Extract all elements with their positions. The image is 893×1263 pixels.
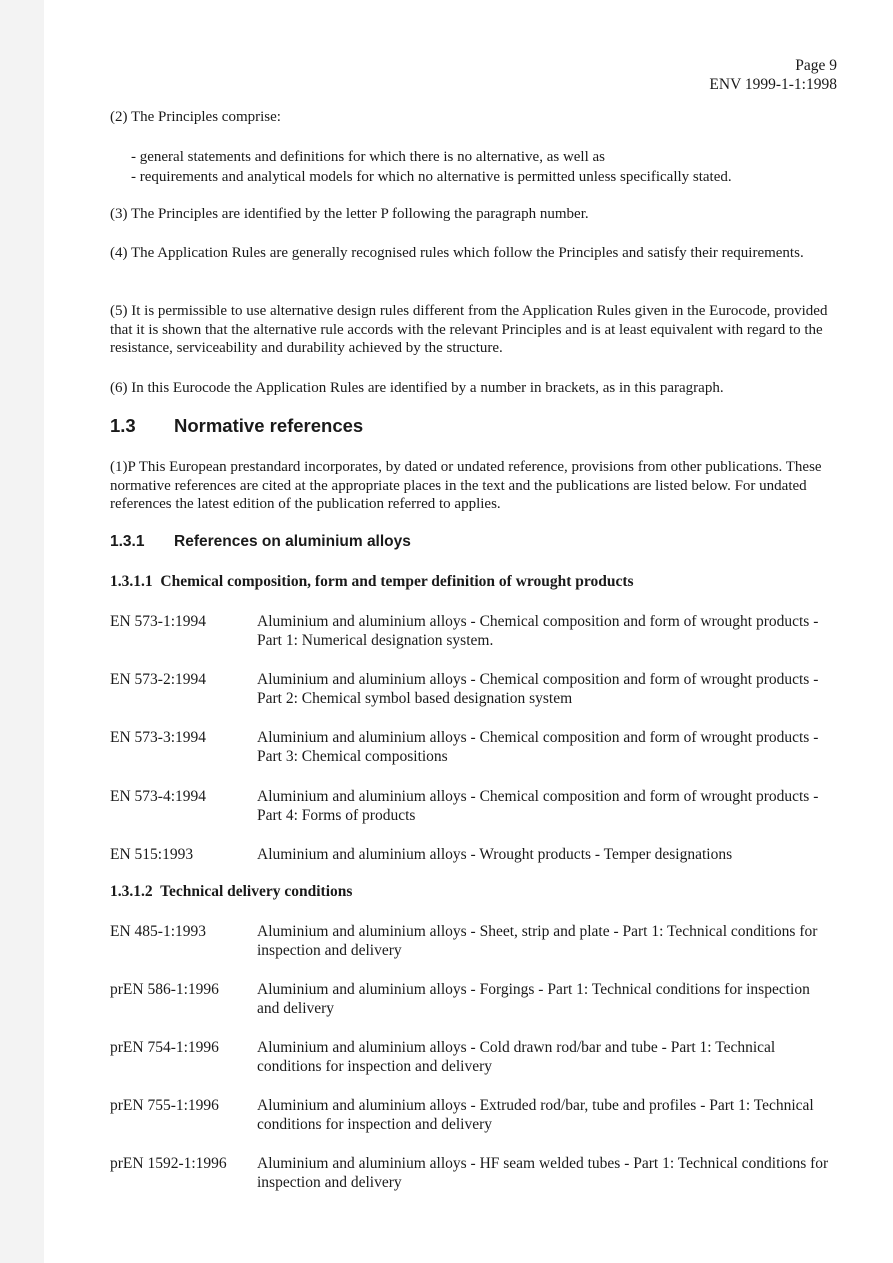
- reference-code: EN 485-1:1993: [110, 923, 207, 940]
- paragraph-4: (4) The Application Rules are generally recognised rules which follow the Principles and satisfy their requirements.: [110, 245, 804, 261]
- reference-code: prEN 1592-1:1996: [110, 1155, 227, 1172]
- section-title: References on aluminium alloys: [174, 533, 411, 550]
- bullet-item: - requirements and analytical models for which no alternative is permitted unless specifically stated.: [131, 169, 732, 185]
- reference-title: Aluminium and aluminium alloys - Chemical composition and form of wrought products - Part 3: Chemical compositions: [257, 729, 819, 765]
- section-heading-1-3-1: [110, 533, 411, 551]
- document-id: ENV 1999-1-1:1998: [709, 76, 837, 93]
- reference-code: EN 573-1:1994: [110, 613, 207, 630]
- section-heading-1-3-1-2: 1.3.1.2 Technical delivery conditions: [110, 883, 353, 900]
- reference-code: prEN 755-1:1996: [110, 1097, 219, 1114]
- page-header: [709, 56, 837, 94]
- paragraph-5: (5) It is permissible to use alternative design rules different from the Application Rules given in the Eurocode, provided that it is shown that the alternative rule accords with the relevant Principles and is at least equivalent with regard to the resistance, serviceability and durability achieved by the structure.: [110, 303, 828, 357]
- paragraph-1p: (1)P This European prestandard incorporates, by dated or undated reference, provisions from other publications. These normative references are cited at the appropriate places in the text and the publications are listed below. For undated references the latest edition of the publication referred to applies.: [110, 459, 822, 513]
- paragraph-3: (3) The Principles are identified by the letter P following the paragraph number.: [110, 206, 589, 222]
- reference-title: Aluminium and aluminium alloys - Chemical composition and form of wrought products - Part 1: Numerical designation system.: [257, 613, 819, 649]
- section-heading-1-3: [110, 415, 363, 437]
- page-number: Page 9: [795, 57, 837, 74]
- reference-title: Aluminium and aluminium alloys - Extruded rod/bar, tube and profiles - Part 1: Technical conditions for inspection and delivery: [257, 1097, 814, 1133]
- reference-code: prEN 754-1:1996: [110, 1039, 219, 1056]
- section-heading-1-3-1-1: 1.3.1.1 Chemical composition, form and temper definition of wrought products: [110, 573, 634, 590]
- paragraph-2: (2) The Principles comprise:: [110, 109, 281, 125]
- section-number: 1.3.1: [110, 533, 145, 550]
- reference-code: EN 573-2:1994: [110, 671, 207, 688]
- reference-title: Aluminium and aluminium alloys - Cold drawn rod/bar and tube - Part 1: Technical conditions for inspection and delivery: [257, 1039, 776, 1075]
- reference-code: EN 573-4:1994: [110, 788, 207, 805]
- paragraph-6: (6) In this Eurocode the Application Rules are identified by a number in brackets, as in this paragraph.: [110, 380, 724, 396]
- reference-code: EN 515:1993: [110, 846, 194, 863]
- reference-code: prEN 586-1:1996: [110, 981, 219, 998]
- section-number: 1.3: [110, 415, 136, 436]
- reference-title: Aluminium and aluminium alloys - Chemical composition and form of wrought products - Part 4: Forms of products: [257, 788, 819, 824]
- reference-title: Aluminium and aluminium alloys - Forgings - Part 1: Technical conditions for inspection and delivery: [257, 981, 810, 1017]
- reference-title: Aluminium and aluminium alloys - Chemical composition and form of wrought products - Part 2: Chemical symbol based designation system: [257, 671, 819, 707]
- bullet-item: - general statements and definitions for which there is no alternative, as well as: [131, 149, 606, 165]
- scan-edge-shade: [0, 0, 44, 1263]
- reference-title: Aluminium and aluminium alloys - Sheet, strip and plate - Part 1: Technical conditions for inspection and delivery: [257, 923, 818, 959]
- reference-code: EN 573-3:1994: [110, 729, 207, 746]
- reference-title: Aluminium and aluminium alloys - HF seam welded tubes - Part 1: Technical conditions for inspection and delivery: [257, 1155, 829, 1191]
- section-title: Normative references: [174, 415, 364, 436]
- reference-title: Aluminium and aluminium alloys - Wrought products - Temper designations: [257, 846, 733, 863]
